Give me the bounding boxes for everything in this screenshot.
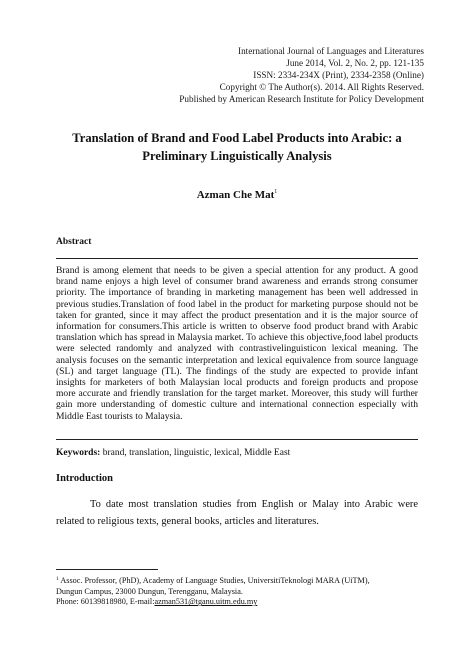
journal-copyright: Copyright © The Author(s). 2014. All Rights Reserved. — [219, 82, 424, 92]
keywords-label: Keywords: — [56, 448, 101, 458]
author-footnote-mark: 1 — [274, 189, 278, 195]
paper-title — [56, 130, 418, 165]
journal-issue: June 2014, Vol. 2, No. 2, pp. 121-135 — [286, 58, 424, 68]
author-name: Azman Che Mat — [196, 189, 275, 201]
footnote-email-link[interactable]: azman531@tganu.uitm.edu.my — [154, 597, 258, 607]
introduction-text: To date most translation studies from English or Malay into Arabic were related to religious texts, general books, articles and literatures. — [56, 499, 418, 527]
footnote-line-2: Dungun Campus, 23000 Dungun, Terengganu, Malaysia. — [56, 586, 243, 596]
paper-title-line-1: Translation of Brand and Food Label Products into Arabic: a — [72, 131, 402, 145]
footnote-mark: 1 — [56, 576, 59, 582]
keywords-list: brand, translation, linguistic, lexical, Middle East — [100, 448, 291, 458]
footnote-phone: Phone: 60139818980, E-mail: — [56, 597, 155, 607]
journal-name: International Journal of Languages and Literatures — [238, 46, 424, 56]
abstract-box — [56, 258, 418, 440]
footnote — [56, 574, 418, 608]
journal-issn: ISSN: 2334-234X (Print), 2334-2358 (Online) — [253, 70, 424, 80]
abstract-text: Brand is among element that needs to be given a special attention for any product. A good brand name enjoys a high level of consumer brand awareness and errands strong consumer priority. The importance of branding in marketing management has been well addressed in previous studies.Translation of food label in the product for marketing purpose should not be taken for granted, since it may affect the product presentation and it is the major source of information for consumers.This article is written to observe food product brand with Arabic translation which has spread in Malaysia market. To achieve this objective,food label products were selected randomly and analyzed with contrastivelinguisticon lexical meaning. The analysis focuses on the semantic interpretation and lexical equivalence from source language (SL) and target language (TL). The findings of the study are expected to provide infant insights for marketers of both Malaysian local products and foreign products and propose more accurate and friendly translation for the target market. Moreover, this study will further gain more understanding of domestic culture and international connection especially with Middle East tourists to Malaysia. — [56, 265, 418, 422]
footnote-affiliation — [56, 574, 418, 587]
abstract-heading: Abstract — [56, 237, 92, 247]
keywords — [56, 447, 418, 459]
footnote-divider — [56, 569, 158, 570]
footnote-contact — [56, 597, 418, 608]
introduction-heading: Introduction — [56, 473, 113, 484]
journal-header — [44, 45, 424, 105]
footnote-line-1: Assoc. Professor, (PhD), Academy of Language Studies, UniversitiTeknologi MARA (UiTM), — [58, 576, 370, 585]
paper-title-line-2: Preliminary Linguistically Analysis — [142, 148, 332, 163]
author — [56, 189, 418, 201]
journal-publisher: Published by American Research Institute for Policy Development — [179, 94, 424, 104]
